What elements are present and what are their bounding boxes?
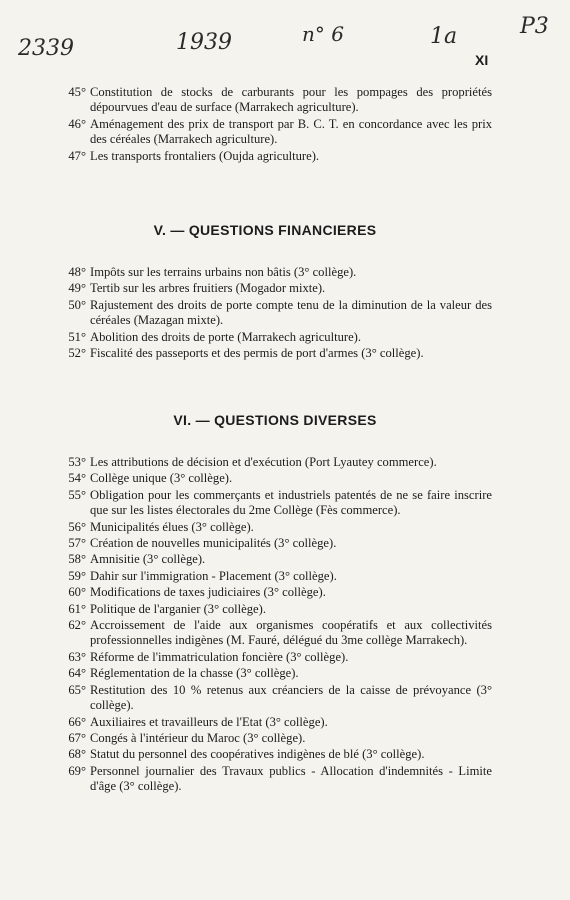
list-item [58, 85, 492, 116]
item-text: Modifications de taxes judiciaires (3° collège). [90, 585, 326, 600]
list-item [58, 520, 492, 535]
item-number: 63° [68, 649, 86, 664]
item-number: 47° [68, 148, 86, 163]
list-item [58, 298, 492, 329]
list-item [58, 346, 492, 361]
section-vi-list [58, 455, 492, 796]
handwritten-annotation: 1a [430, 24, 458, 49]
item-number: 60° [68, 585, 86, 600]
item-text: Municipalités élues (3° collège). [90, 519, 254, 534]
list-item [58, 536, 492, 551]
item-number: 52° [68, 346, 86, 361]
item-number: 65° [68, 682, 86, 697]
item-text: Fiscalité des passeports et des permis de port d'armes (3° collège). [90, 346, 424, 361]
item-number: 66° [68, 714, 86, 729]
list-item [58, 602, 492, 617]
item-number: 55° [68, 487, 86, 502]
item-text: Personnel journalier des Travaux publics - Allocation d'indemnités - Limite d'âge (3° collège). [90, 763, 492, 794]
item-number: 58° [68, 552, 86, 567]
item-number: 53° [68, 455, 86, 469]
item-text: Amnisitie (3° collège). [90, 552, 206, 567]
item-text: Rajustement des droits de porte compte tenu de la diminution de la valeur des céréales (Mazagan mixte). [90, 297, 492, 328]
item-text: Réglementation de la chasse (3° collège). [90, 666, 299, 681]
list-item [58, 117, 492, 148]
item-number: 59° [68, 568, 86, 583]
item-number: 48° [68, 265, 86, 279]
item-text: Réforme de l'immatriculation foncière (3° collège). [90, 649, 349, 664]
item-text: Les transports frontaliers (Oujda agriculture). [90, 148, 320, 163]
list-item [58, 149, 492, 164]
item-number: 50° [68, 297, 86, 312]
handwritten-annotation: 1939 [176, 30, 232, 55]
item-text: Accroissement de l'aide aux organismes coopératifs et aux collectivités professionnelles indigènes (M. Fauré, délégué du 3me collège Marrakech). [90, 618, 492, 648]
list-item [58, 569, 492, 584]
item-text: Restitution des 10 % retenus aux créanciers de la caisse de prévoyance (3° collège). [90, 682, 492, 713]
handwritten-annotation: 2339 [18, 36, 74, 61]
list-item [58, 650, 492, 665]
item-number: 64° [68, 666, 86, 681]
item-text: Aménagement des prix de transport par B. C. T. en concordance avec les prix des céréales (Marrakech agriculture). [90, 116, 492, 147]
item-number: 67° [68, 730, 86, 745]
section-iv-tail-list [58, 85, 492, 165]
item-number: 57° [68, 536, 86, 551]
section-vi-heading: VI. — QUESTIONS DIVERSES [173, 412, 377, 428]
list-item [58, 764, 492, 795]
item-text: Obligation pour les commerçants et industriels patentés de ne se faire inscrire que sur les listes électorales du 2me Collège (Fès commerce). [90, 487, 492, 518]
item-text: Impôts sur les terrains urbains non bâtis (3° collège). [90, 265, 357, 279]
item-number: 49° [68, 281, 86, 296]
list-item [58, 683, 492, 714]
section-v-list [58, 265, 492, 362]
handwritten-annotation: n° 6 [302, 22, 344, 46]
handwritten-annotation: P3 [520, 14, 549, 39]
section-v-heading: V. — QUESTIONS FINANCIERES [153, 222, 377, 238]
page-folio: XI [475, 52, 489, 68]
item-text: Création de nouvelles municipalités (3° collège). [90, 536, 337, 551]
list-item [58, 455, 492, 470]
list-item [58, 552, 492, 567]
item-text: Tertib sur les arbres fruitiers (Mogador mixte). [90, 281, 326, 296]
list-item [58, 281, 492, 296]
item-text: Politique de l'arganier (3° collège). [90, 601, 266, 616]
item-number: 46° [68, 116, 86, 131]
list-item [58, 585, 492, 600]
list-item [58, 747, 492, 762]
list-item [58, 488, 492, 519]
item-number: 69° [68, 763, 86, 778]
item-text: Dahir sur l'immigration - Placement (3° collège). [90, 568, 337, 583]
item-number: 51° [68, 329, 86, 344]
item-text: Collège unique (3° collège). [90, 471, 233, 486]
list-item [58, 618, 492, 649]
item-number: 54° [68, 471, 86, 486]
item-number: 61° [68, 601, 86, 616]
item-text: Constitution de stocks de carburants pour les pompages des propriétés dépourvues d'eau de surface (Marrakech agriculture). [90, 85, 492, 115]
list-item [58, 330, 492, 345]
item-number: 68° [68, 747, 86, 762]
item-text: Les attributions de décision et d'exécution (Port Lyautey commerce). [90, 455, 437, 469]
item-text: Auxiliaires et travailleurs de l'Etat (3° collège). [90, 714, 328, 729]
list-item [58, 265, 492, 280]
list-item [58, 471, 492, 486]
item-text: Abolition des droits de porte (Marrakech agriculture). [90, 329, 362, 344]
item-text: Congés à l'intérieur du Maroc (3° collège). [90, 730, 306, 745]
item-number: 56° [68, 519, 86, 534]
item-number: 45° [68, 85, 86, 99]
item-text: Statut du personnel des coopératives indigènes de blé (3° collège). [90, 747, 425, 762]
list-item [58, 731, 492, 746]
item-number: 62° [68, 618, 86, 633]
list-item [58, 715, 492, 730]
list-item [58, 666, 492, 681]
